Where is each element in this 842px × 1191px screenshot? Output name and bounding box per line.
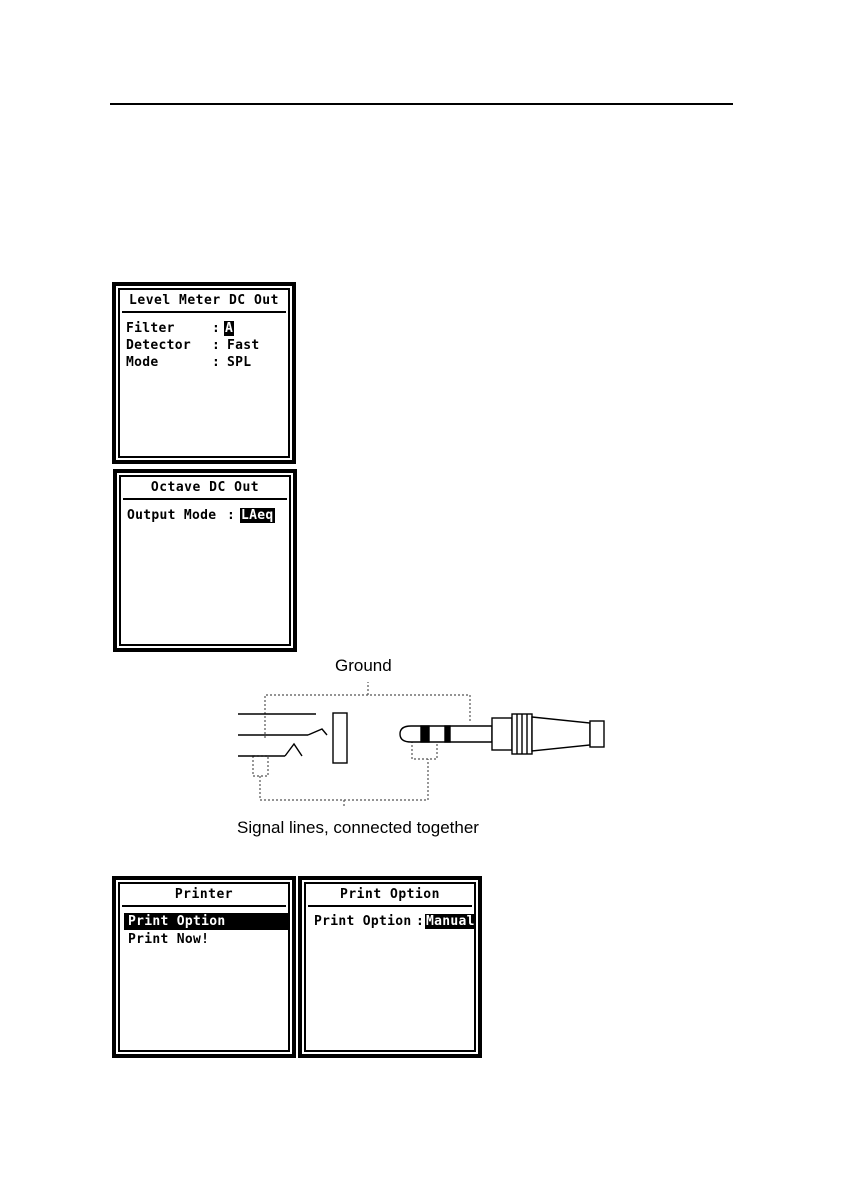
mode-colon: :	[212, 355, 221, 370]
output-mode-value-text: LAeq	[241, 508, 274, 523]
print-option-value[interactable]	[425, 913, 476, 930]
screen-title: Printer	[174, 887, 234, 902]
output-mode-label: Output Mode	[127, 508, 217, 523]
screen-title: Level Meter DC Out	[129, 293, 279, 308]
title-divider	[122, 905, 286, 907]
detector-label: Detector	[126, 338, 192, 353]
filter-row[interactable]	[126, 320, 175, 337]
signal-lines-label: Signal lines, connected together	[237, 818, 479, 837]
mode-value[interactable]	[227, 354, 251, 371]
output-mode-colon: :	[227, 508, 236, 523]
print-option-value-text: Manual	[426, 914, 475, 929]
filter-value-text: A	[225, 321, 234, 336]
stereo-plug-icon	[400, 714, 604, 754]
title-divider	[308, 905, 472, 907]
print-option-label: Print Option	[314, 914, 412, 929]
filter-value[interactable]	[224, 320, 234, 337]
level-meter-dc-out-screen	[112, 282, 296, 464]
print-option-screen	[298, 876, 482, 1058]
ground-label: Ground	[335, 656, 392, 675]
screen-title: Octave DC Out	[150, 480, 260, 495]
menu-item-print-now[interactable]: Print Now!	[128, 932, 210, 947]
printer-screen	[112, 876, 296, 1058]
mode-row[interactable]	[126, 354, 159, 371]
jack-plug-diagram	[230, 676, 615, 821]
output-mode-value[interactable]	[240, 507, 275, 524]
detector-value-text: Fast	[227, 338, 260, 353]
filter-label: Filter	[126, 321, 175, 336]
detector-row[interactable]	[126, 337, 191, 354]
title-divider	[123, 498, 287, 500]
mode-label: Mode	[126, 355, 159, 370]
detector-colon: :	[212, 338, 221, 353]
octave-dc-out-screen	[113, 469, 297, 652]
signal-wires	[253, 741, 437, 808]
filter-colon: :	[212, 321, 221, 336]
menu-item-print-option[interactable]: Print Option	[124, 913, 290, 930]
print-option-colon: :	[416, 914, 425, 929]
screen-title: Print Option	[340, 887, 440, 902]
header-rule	[110, 103, 733, 105]
mode-value-text: SPL	[227, 355, 252, 370]
detector-value[interactable]	[227, 337, 260, 354]
title-divider	[122, 311, 286, 313]
socket-icon	[238, 713, 347, 763]
